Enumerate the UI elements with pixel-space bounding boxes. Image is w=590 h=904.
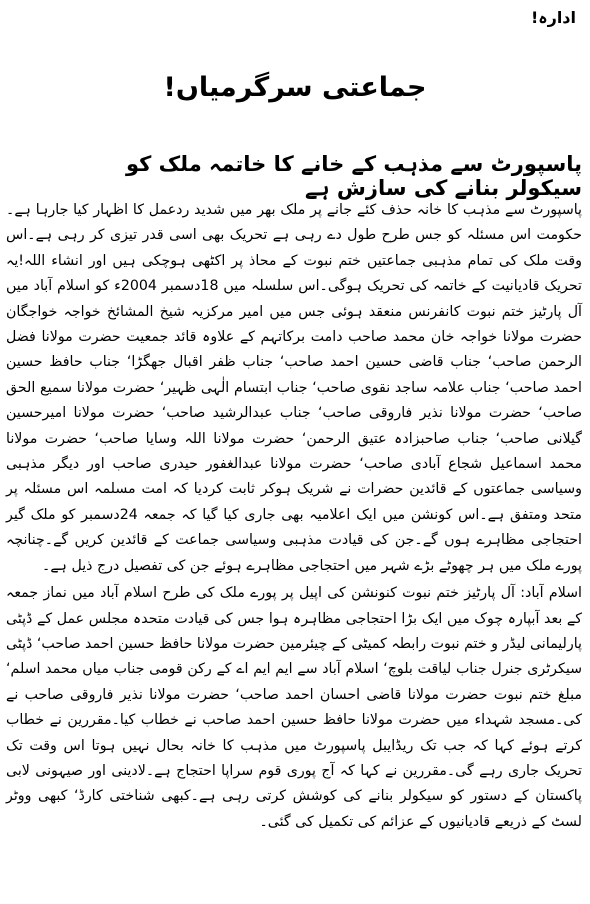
article-headline: پاسپورٹ سے مذہب کے خانے کا خاتمہ ملک کو سیکولر بنانے کی سازش ہے <box>125 152 582 200</box>
article-paragraph-1: پاسپورٹ سے مذہب کا خانہ حذف کئے جانے پر ملک بھر میں شدید ردعمل کا اظہار کیا جارہا ہے۔حکومت اس مسئلہ کو جس طرح طول دے رہی ہے تحریک بھی اسی قدر تیزی کر رہی ہے۔اس وقت ملک کی تمام مذہبی جماعتیں ختم نبوت کے محاذ پر اکٹھی ہوچکی ہیں اور انشاء اللہ!یہ تحریک قادیانیت کے خاتمہ کی تحریک ہوگی۔اس سلسلہ میں 18دسمبر 2004ء کو اسلام آباد میں آل پارٹیز ختم نبوت کانفرنس منعقد ہوئی جس میں امیر مرکزیہ شیخ المشائخ خواجہ خواجگان حضرت مولانا خواجہ خان محمد صاحب دامت برکاتہم کے علاوہ قائد جمعیت حضرت مولانا فضل الرحمن صاحب‘ جناب قاضی حسین احمد صاحب‘ جناب ظفر اقبال جھگڑا‘ جناب حافظ حسین احمد صاحب‘ جناب علامہ ساجد نقوی صاحب‘ جناب ابتسام الٰہی ظہیر‘ حضرت مولانا سمیع الحق صاحب‘ حضرت مولانا نذیر فاروقی صاحب‘ جناب عبدالرشید صاحب‘ حضرت مولانا امیرحسین گیلانی صاحب‘ جناب صاحبزادہ عتیق الرحمن‘ حضرت مولانا اللہ وسایا صاحب‘ حضرت مولانا محمد اسماعیل شجاع آبادی صاحب‘ حضرت مولانا عبدالغفور حیدری صاحب اور دیگر مذہبی وسیاسی جماعتوں کے قائدین حضرات نے شریک ہوکر ثابت کردیا کہ امت مسلمہ اس مسئلہ پر متحد ومتفق ہے۔اس کونشن میں ایک اعلامیہ بھی جاری کیا گیا کہ جمعہ 24دسمبر کو ملک گیر احتجاجی مظاہرے ہوں گے۔جن کی قیادت مذہبی وسیاسی جماعت کے قائدین کریں گے۔چنانچہ پورے ملک میں ہر چھوٹے بڑے شہر میں احتجاجی مظاہرے ہوئے جن کی تفصیل درج ذیل ہے۔ <box>6 202 582 574</box>
article-body <box>6 198 582 835</box>
article-paragraph-2: اسلام آباد: آل پارٹیز ختم نبوت کنونشن کی اپیل پر پورے ملک کی طرح اسلام آباد میں نماز جمعہ کے بعد آبپارہ چوک میں ایک بڑا احتجاجی مظاہرہ ہوا جس کی قیادت متحدہ مجلس عمل کے ڈپٹی پارلیمانی لیڈر و ختم نبوت رابطہ کمیٹی کے چیئرمین حضرت مولانا حافظ حسین احمد صاحب‘ ڈپٹی سیکرٹری جنرل جناب لیاقت بلوچ‘ اسلام آباد سے ایم ایم اے کے رکن قومی جناب میاں محمد اسلم‘ مبلغ ختم نبوت حضرت مولانا قاضی احسان احمد صاحب‘ حضرت مولانا نذیر فاروقی صاحب نے کی۔مسجد شہداء میں حضرت مولانا حافظ حسین احمد صاحب نے خطاب کیا۔مقررین نے خطاب کرتے ہوئے کہا کہ جب تک ریڈایبل پاسپورٹ میں مذہب کا خانہ بحال نہیں ہوتا اس وقت تک تحریک جاری رہے گی۔مقررین نے کہا کہ آج پوری قوم سراپا احتجاج ہے۔لادینی اور صیہونی لابی پاکستان کے دستور کو سیکولر بنانے کی کوشش کرتی رہی ہے۔کبھی شناختی کارڈ‘ کبھی ووٹر لسٹ کے ذریعے قادیانیوں کے عزائم کی تکمیل کی گئی۔ <box>6 585 582 830</box>
organization-label: ادارہ! <box>530 8 576 27</box>
page-title: جماعتی سرگرمیاں! <box>163 72 427 103</box>
